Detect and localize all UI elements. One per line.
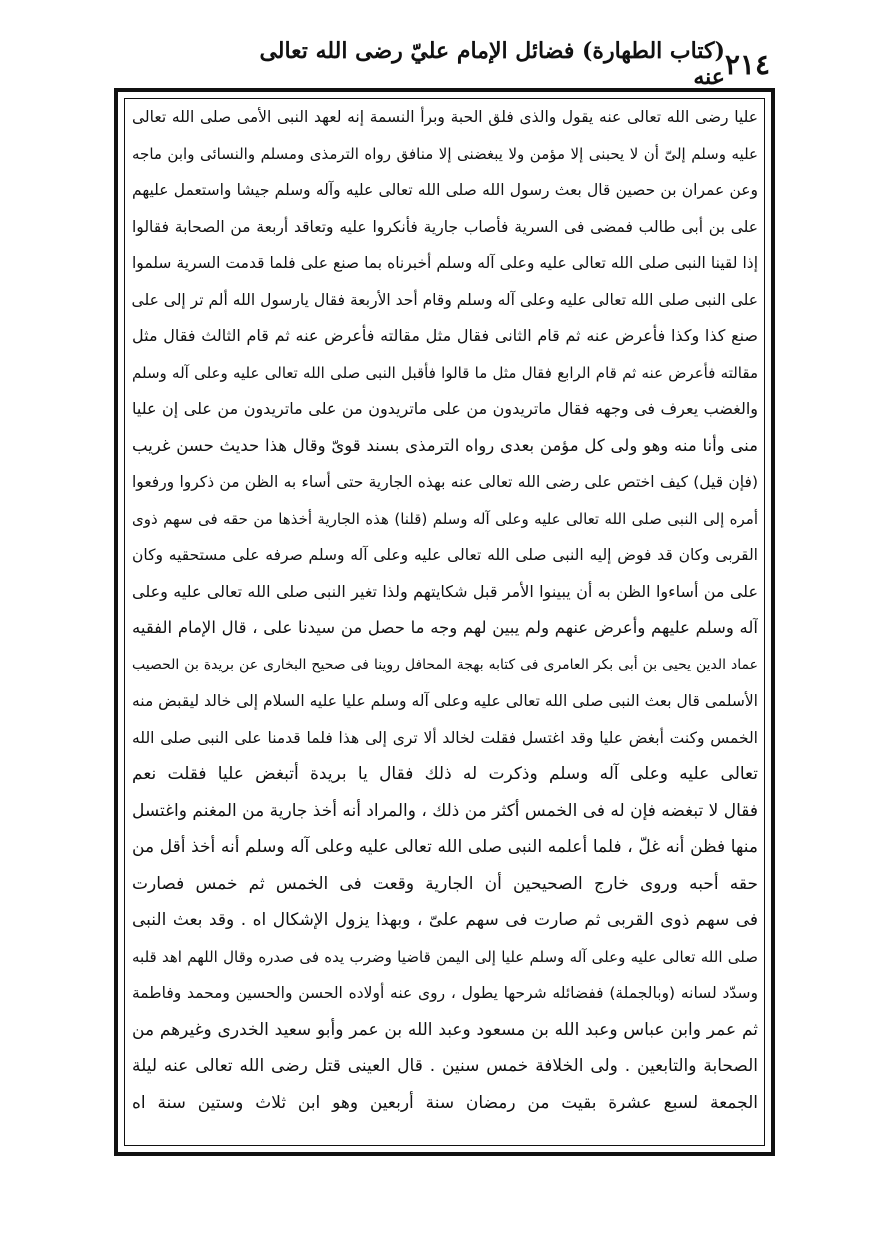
text-line: على بن أبى طالب فمضى فى السرية فأصاب جارية فأنكروا عليه وتعاقد أربعة من الصحابة فقالوا bbox=[132, 217, 758, 236]
text-line: وسدّد لسانه (وبالجملة) ففضائله شرحها يطول ، روى عنه أولاده الحسن والحسين ومحمد وفاطمة bbox=[132, 984, 758, 1002]
text-line: إذا لقينا النبى صلى الله تعالى عليه وعلى آله وسلم أخبرناه بما صنع على فلما قدمت السرية سلموا bbox=[132, 254, 758, 272]
text-line: وعن عمران بن حصين قال بعث رسول الله صلى الله تعالى عليه وآله وسلم جيشا واستعمل عليهم bbox=[132, 181, 758, 199]
text-line: منها فظن أنه غلّ ، فلما أعلمه النبى صلى الله تعالى عليه وعلى آله وسلم أنه أخذ أقل من bbox=[132, 837, 758, 857]
text-line: مقالته فأعرض عنه ثم قام الرابع فقال مثل ما قالوا فأقبل النبى صلى الله تعالى عليه وعلى آله وسلم bbox=[132, 363, 758, 382]
text-line: فقال لا تبغضه فإن له فى الخمس أكثر من ذلك ، والمراد أنه أخذ جارية من المغنم واغتسل bbox=[132, 800, 758, 821]
text-line: تعالى عليه وعلى آله وسلم وذكرت له ذلك فقال يا بريدة أتبغض عليا فقلت نعم bbox=[132, 764, 758, 784]
text-line: حقه أحبه وروى خارج الصحيحين أن الجارية وقعت فى الخمس ثم خمس فصارت bbox=[132, 873, 758, 894]
text-line: عليا رضى الله تعالى عنه يقول والذى فلق الحبة وبرأ النسمة إنه لعهد النبى الأمى صلى الله تعالى bbox=[132, 108, 758, 126]
text-block bbox=[132, 99, 758, 1149]
text-line: آله وسلم عليهم وأعرض عنهم ولم يبين لهم وجه ما حصل من سيدنا على ، قال الإمام الفقيه bbox=[132, 618, 758, 637]
text-line: القربى وكان قد فوض إليه النبى صلى الله تعالى عليه وعلى آله وسلم صرفه على مستحقيه وكان bbox=[132, 546, 758, 564]
text-line: والغضب يعرف فى وجهه فقال ماتريدون من على ماتريدون من على ماتريدون من على إن عليا bbox=[132, 399, 758, 418]
text-line: على النبى صلى الله تعالى عليه وعلى آله وسلم وقام أحد الأربعة فقال يارسول الله ألم تر إلى على bbox=[132, 290, 758, 309]
text-line: أمره إلى النبى صلى الله تعالى عليه وعلى آله وسلم (قلنا) هذه الجارية أخذها من حقه فى سهم ذوى bbox=[132, 509, 758, 528]
text-line: الخمس وكنت أبغض عليا وقد اغتسل فقلت لخالد ألا ترى إلى هذا فلما قدمنا على النبى صلى الله bbox=[132, 728, 758, 747]
running-title: (كتاب الطهارة) فضائل الإمام عليّ رضى الله تعالى عنه bbox=[259, 38, 725, 90]
text-line: صنع كذا وكذا فأعرض عنه ثم قام الثانى فقال مثل مقالته فأعرض عنه ثم قام الثالث فقال مثل bbox=[132, 326, 758, 345]
text-line: على من أساءوا الظن به أن يبينوا الأمر قبل شكايتهم ولذا تغير النبى صلى الله تعالى عليه وعلى bbox=[132, 581, 758, 601]
page-header bbox=[230, 38, 770, 90]
text-line: الجمعة لسبع عشرة بقيت من رمضان سنة أربعين وهو ابن ثلاث وستين سنة اه bbox=[132, 1092, 758, 1113]
text-line: عليه وسلم إلىّ أن لا يحبنى إلا مؤمن ولا يبغضنى إلا منافق رواه الترمذى ومسلم والنسائى وابن ماجه bbox=[132, 144, 758, 163]
text-line: منى وأنا منه وهو ولى كل مؤمن بعدى رواه الترمذى بسند قوىّ وقال هذا حديث حسن غريب bbox=[132, 435, 758, 455]
text-line: (فإن قيل) كيف اختص على رضى الله تعالى عنه بهذه الجارية حتى أساء به الظن من ذكروا ورفعوا bbox=[132, 473, 758, 491]
text-line: ثم عمر وابن عباس وعبد الله بن مسعود وعبد الله بن عمر وأبو سعيد الخدرى وغيرهم من bbox=[132, 1019, 758, 1040]
text-line: الصحابة والتابعين . ولى الخلافة خمس سنين . قال العينى قتل رضى الله تعالى عنه ليلة bbox=[132, 1056, 758, 1076]
text-line: فى سهم ذوى القربى ثم صارت فى سهم علىّ ، وبهذا يزول الإشكال اه . وقد بعث النبى bbox=[132, 910, 758, 930]
text-line: صلى الله تعالى عليه وعلى آله وسلم عليا إلى اليمن قاضيا وضرب يده فى صدره وقال اللهم اهد قلبه bbox=[132, 947, 758, 966]
page-number: ٢١٤ bbox=[724, 47, 770, 81]
text-line: عماد الدين يحيى بن أبى بكر العامرى فى كتابه بهجة المحافل روينا فى صحيح البخارى عن بريدة بن الحصيب bbox=[132, 656, 758, 673]
text-line: الأسلمى قال بعث النبى صلى الله تعالى عليه وعلى آله وسلم عليا عليه السلام إلى خالد ليقبض منه bbox=[132, 692, 758, 710]
